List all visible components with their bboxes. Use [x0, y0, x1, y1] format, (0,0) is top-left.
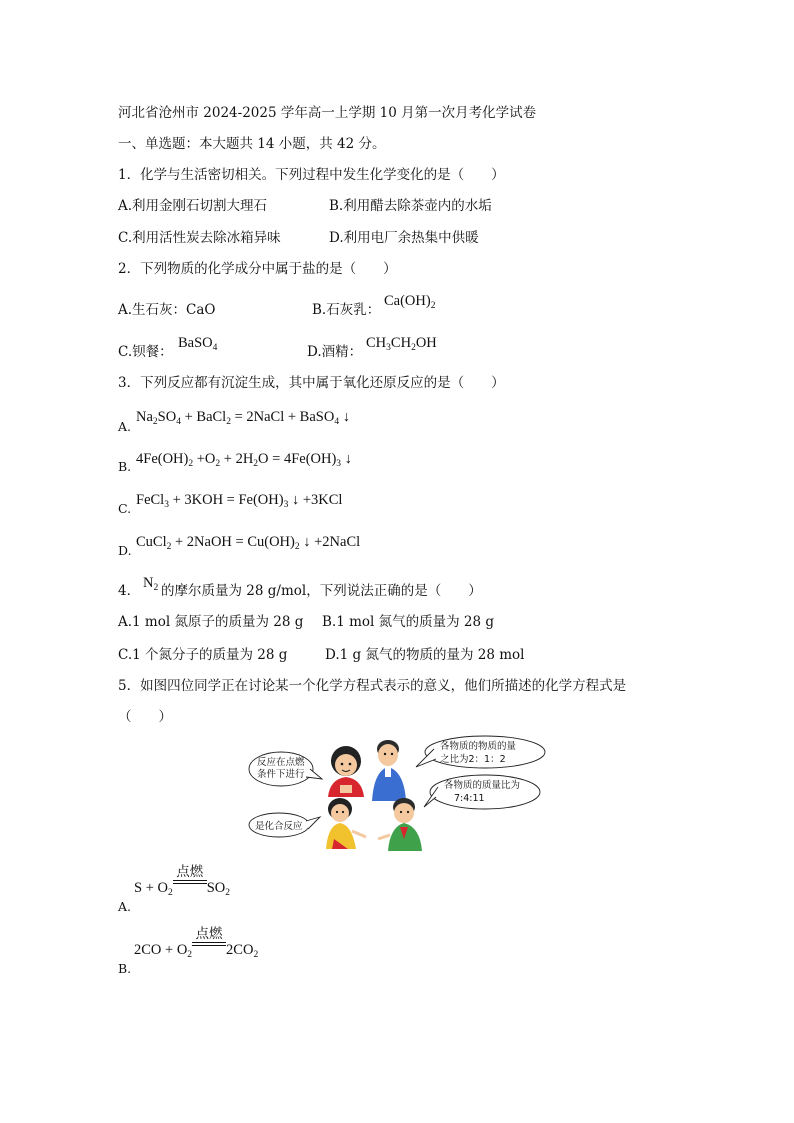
bubble-bl-text: 是化合反应	[255, 821, 303, 832]
bubble-tl-line2: 条件下进行	[257, 769, 305, 780]
speech-bubble-top-right	[416, 736, 545, 768]
speech-bubble-bottom-left	[249, 813, 320, 837]
speech-bubble-middle-right	[424, 775, 540, 809]
formula-ethanol: $CH_3CH_2OH$	[366, 335, 437, 353]
question-4-option-a: A.1 mol 氮原子的质量为 28 g	[118, 614, 304, 630]
formula-calcium-hydroxide: $Ca(OH)_2$	[384, 293, 436, 311]
question-5-equation-b: $2CO + O_2$ 点燃 $2CO_2$	[134, 936, 258, 960]
question-2-option-c: C.钡餐：	[118, 344, 173, 360]
bubble-tl-line1: 反应在点燃	[257, 757, 305, 768]
student-bottom-right	[378, 798, 422, 851]
question-2-stem: 2．下列物质的化学成分中属于盐的是（ ）	[118, 261, 397, 277]
section-heading: 一、单选题：本大题共 14 小题，共 42 分。	[118, 136, 386, 152]
question-4-option-b: B.1 mol 氮气的质量为 28 g	[322, 614, 495, 630]
bubble-mr-line1: 各物质的质量比为	[444, 780, 521, 791]
question-3-equation-c: FeCl$_3$ + $3KOH = Fe(OH)_3$ ↓ +3KCl	[136, 492, 343, 510]
bubble-mr-line2: 7:4:11	[454, 793, 485, 804]
question-5-option-a-label: A.	[118, 899, 132, 914]
question-5-answer-paren: （ ）	[118, 709, 172, 725]
question-2-option-d: D.酒精：	[307, 344, 363, 360]
formula-barium-sulfate: BaSO$_4$	[178, 335, 218, 353]
condition-text-a: 点燃	[176, 864, 204, 880]
student-bottom-left	[326, 798, 366, 849]
speech-bubble-top-left	[249, 752, 322, 786]
condition-text-b: 点燃	[195, 926, 223, 942]
question-1-option-c: C.利用活性炭去除冰箱异味	[118, 230, 281, 246]
question-3-option-c-label: C.	[118, 501, 132, 516]
student-top-left	[328, 746, 364, 797]
question-3-stem: 3．下列反应都有沉淀生成，其中属于氧化还原反应的是（ ）	[118, 375, 505, 391]
bubble-tr-line2: 之比为2：1：2	[440, 754, 506, 765]
question-2-option-a: A.生石灰：CaO	[118, 302, 216, 318]
question-2-option-b: B.石灰乳：	[312, 302, 381, 318]
question-5-option-b-label: B.	[118, 961, 132, 976]
question-3-equation-d: CuCl$_2$ + 2NaOH = $Cu(OH)_2$ ↓ +2NaCl	[136, 534, 361, 552]
question-1-option-d: D.利用电厂余热集中供暖	[329, 230, 479, 246]
question-5-equation-a: $S + O_2$ 点燃 $SO_2$	[134, 874, 230, 898]
question-3-equation-b: $4Fe(OH)_2 +O_2 + 2H_2O = 4Fe(OH)_3$ ↓	[136, 451, 352, 469]
reaction-condition-b	[192, 926, 226, 954]
question-4-option-d: D.1 g 氮气的物质的量为 28 mol	[325, 647, 525, 663]
question-4-number: 4．	[118, 583, 141, 599]
question-1-option-a: A.利用金刚石切割大理石	[118, 198, 268, 214]
reaction-condition-a	[173, 864, 207, 892]
question-1-option-b: B.利用醋去除茶壶内的水垢	[329, 198, 492, 214]
question-1-stem: 1．化学与生活密切相关。下列过程中发生化学变化的是（ ）	[118, 167, 505, 183]
question-3-option-a-label: A.	[118, 419, 132, 434]
question-3-option-d-label: D.	[118, 543, 132, 558]
question-5-stem: 5．如图四位同学正在讨论某一个化学方程式表示的意义，他们所描述的化学方程式是	[118, 678, 627, 694]
discussion-illustration	[248, 735, 548, 853]
question-3-equation-a: $Na_2SO_4$ + BaCl$_2$ = 2NaCl + BaSO$_4$ ↓	[136, 409, 350, 427]
question-4-option-c: C.1 个氮分子的质量为 28 g	[118, 647, 288, 663]
bubble-tr-line1: 各物质的物质的量	[440, 741, 517, 752]
formula-nitrogen: $N_2$	[143, 575, 159, 593]
student-top-right	[372, 740, 406, 801]
exam-title: 河北省沧州市 2024-2025 学年高一上学期 10 月第一次月考化学试卷	[118, 105, 537, 121]
question-3-option-b-label: B.	[118, 459, 132, 474]
question-4-stem: 的摩尔质量为 28 g/mol，下列说法正确的是（ ）	[161, 583, 482, 599]
